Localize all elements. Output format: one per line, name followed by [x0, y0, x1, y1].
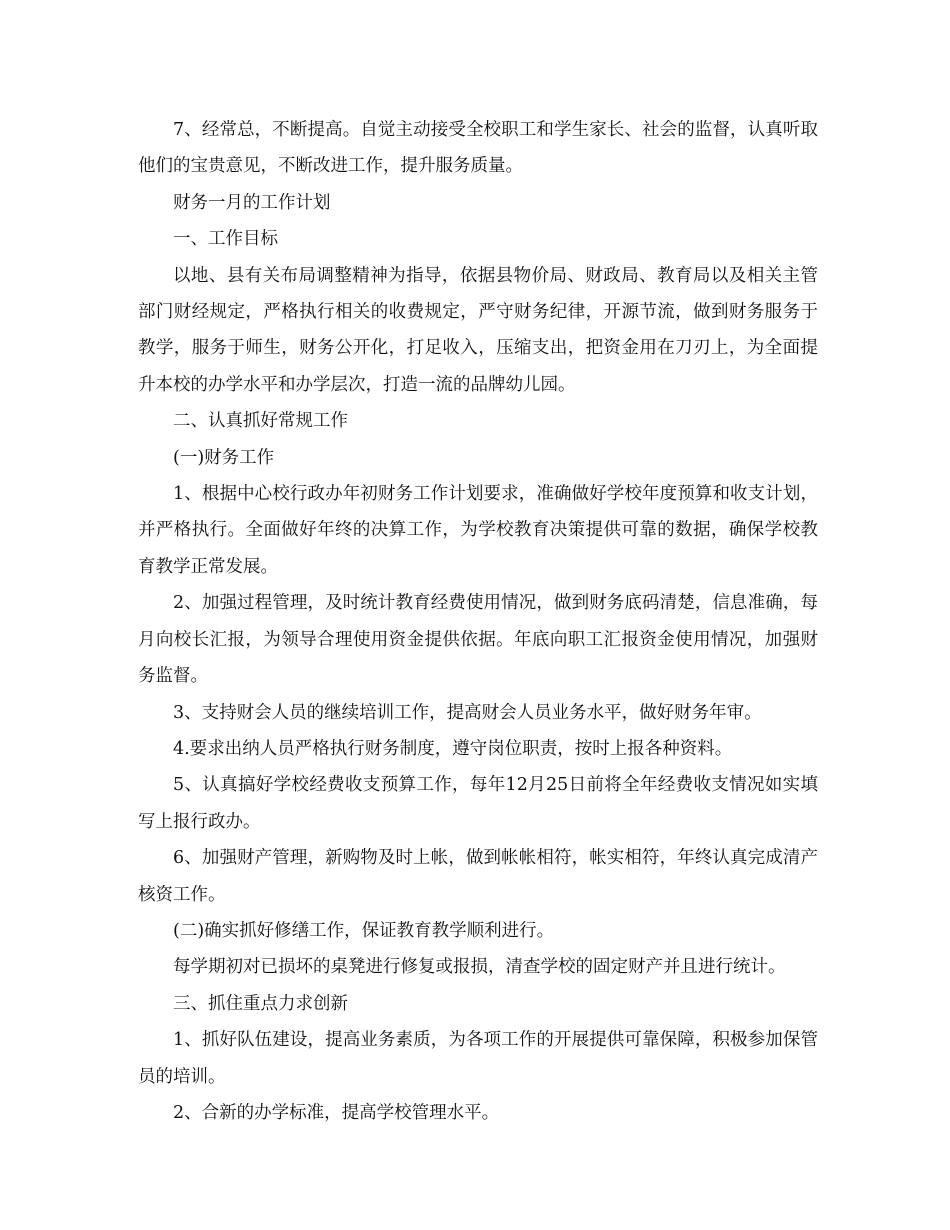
paragraph-item-7: 7、经常总，不断提高。自觉主动接受全校职工和学生家长、社会的监督，认真听取他们的宝贵意见，不断改进工作，提升服务质量。 [138, 120, 818, 177]
subsection-heading-finance-work: (一)财务工作 [173, 447, 275, 468]
paragraph-goals: 以地、县有关布局调整精神为指导，依据县物价局、财政局、教育局以及相关主管部门财经规定，严格执行相关的收费规定，严守财务纪律，开源节流，做到财务服务于教学，服务于师生，财务公开化，打足收入，压缩支出，把资金用在刀刃上，为全面提升本校的办学水平和办学层次，打造一流的品牌幼儿园。 [138, 265, 818, 395]
paragraph-item-6: 6、加强财产管理，新购物及时上帐，做到帐帐相符，帐实相符，年终认真完成清产核资工作。 [138, 848, 818, 905]
section-heading-goals: 一、工作目标 [173, 229, 278, 250]
paragraph-repair: 每学期初对已损坏的桌凳进行修复或报损，清查学校的固定财产并且进行统计。 [173, 957, 786, 978]
paragraph-innovation-2: 2、合新的办学标准，提高学校管理水平。 [173, 1102, 500, 1123]
paragraph-item-3: 3、支持财会人员的继续培训工作，提高财会人员业务水平，做好财务年审。 [173, 702, 762, 723]
paragraph-item-4: 4.要求出纳人员严格执行财务制度，遵守岗位职责，按时上报各种资料。 [173, 738, 733, 759]
document-body [138, 112, 818, 1131]
subsection-heading-repair-work: (二)确实抓好修缮工作，保证教育教学顺利进行。 [173, 920, 555, 941]
paragraph-innovation-1: 1、抓好队伍建设，提高业务素质，为各项工作的开展提供可靠保障，积极参加保管员的培训。 [138, 1030, 818, 1087]
section-heading-innovation: 三、抓住重点力求创新 [173, 993, 348, 1014]
plan-title: 财务一月的工作计划 [173, 192, 331, 213]
paragraph-item-2: 2、加强过程管理，及时统计教育经费使用情况，做到财务底码清楚，信息准确，每月向校长汇报，为领导合理使用资金提供依据。年底向职工汇报资金使用情况，加强财务监督。 [138, 593, 818, 687]
section-heading-routine-work: 二、认真抓好常规工作 [173, 411, 348, 432]
paragraph-item-5: 5、认真搞好学校经费收支预算工作，每年12月25日前将全年经费收支情况如实填写上报行政办。 [138, 775, 818, 832]
paragraph-item-1: 1、根据中心校行政办年初财务工作计划要求，准确做好学校年度预算和收支计划，并严格执行。全面做好年终的决算工作，为学校教育决策提供可靠的数据，确保学校教育教学正常发展。 [138, 484, 818, 577]
